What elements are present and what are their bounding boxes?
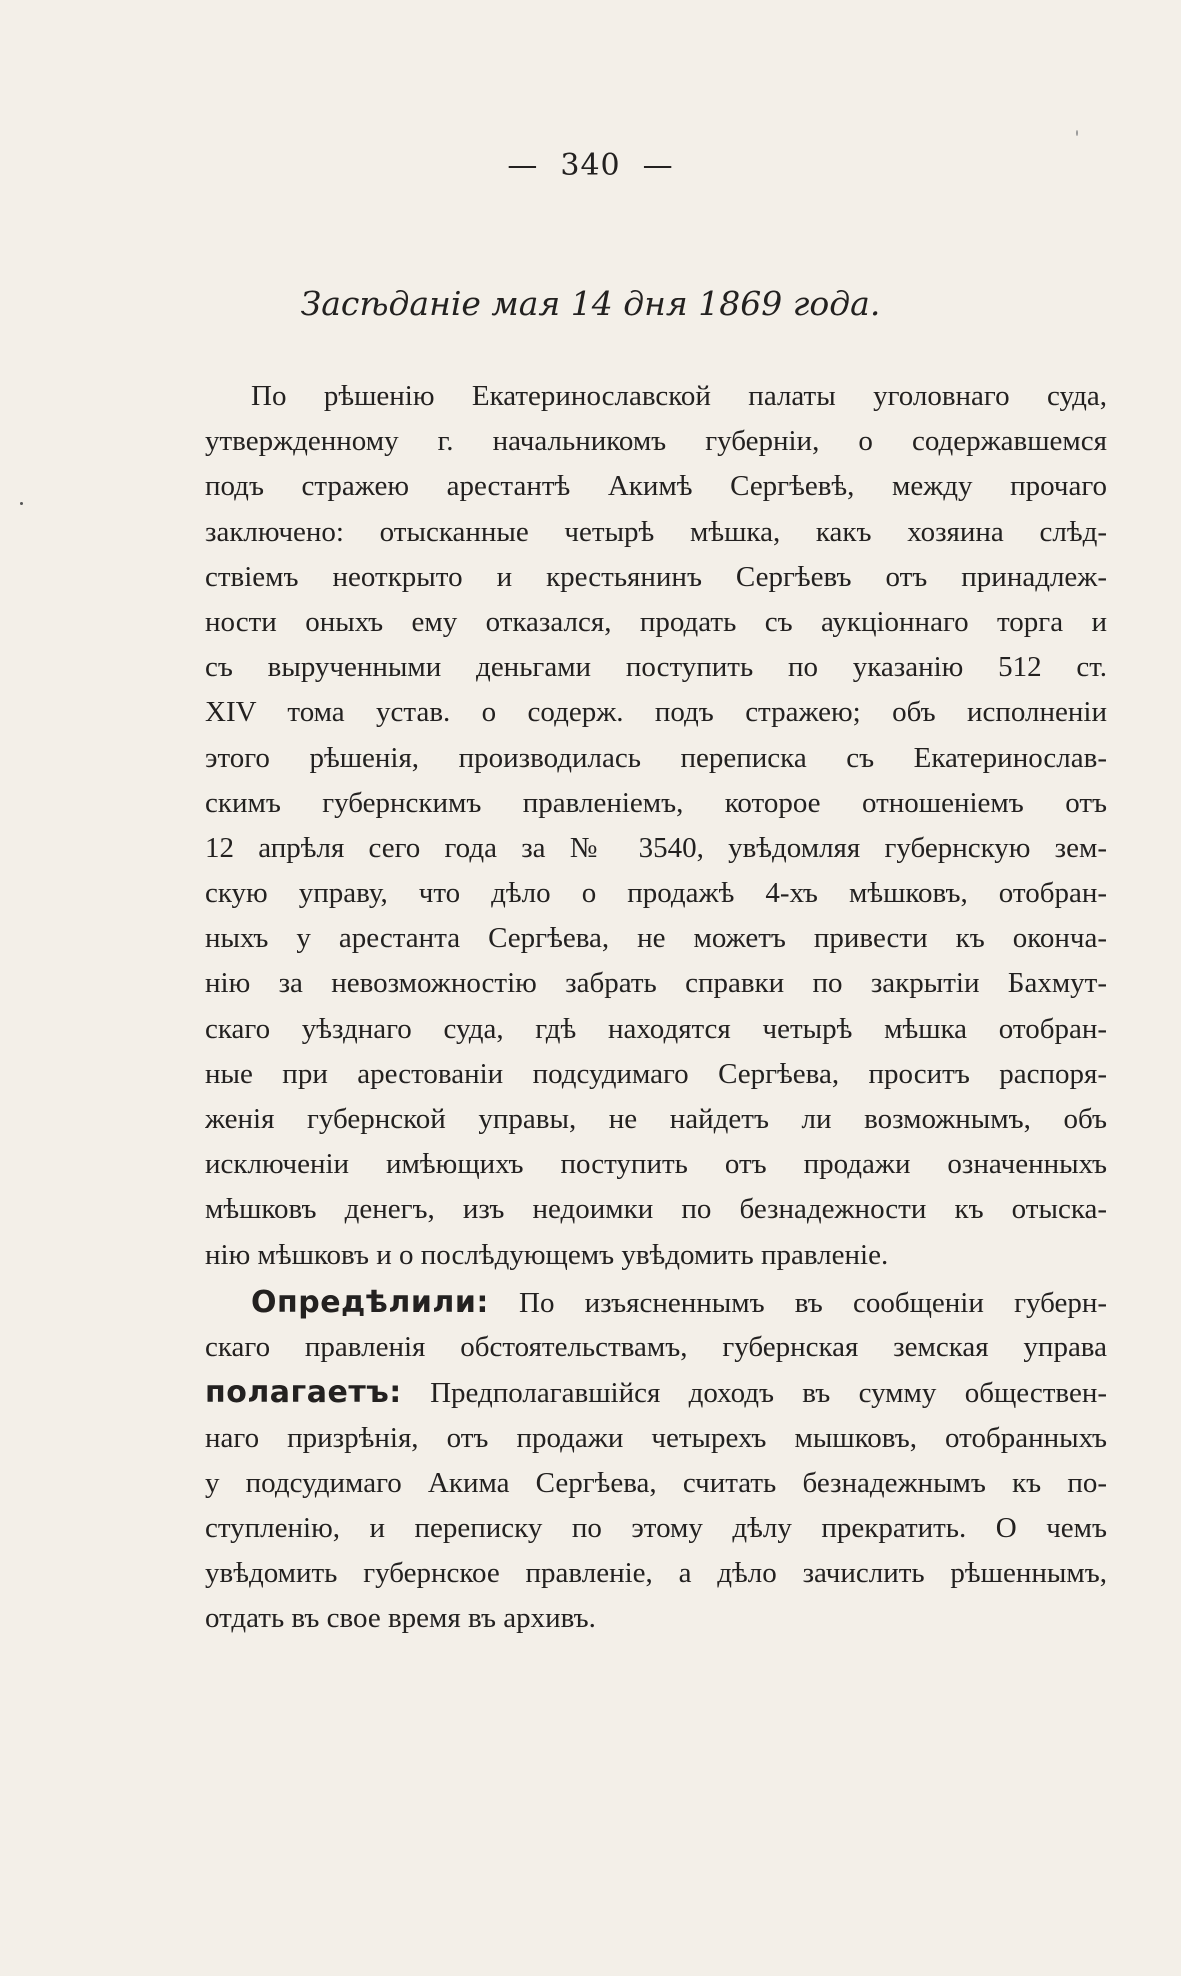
text-line: заключено: отысканные четырѣ мѣшка, какъ хозяина слѣд- <box>205 515 1107 548</box>
text-line: женія губернской управы, не найдетъ ли возможнымъ, объ <box>205 1103 1107 1135</box>
page-number-header <box>0 148 1181 183</box>
text-line: съ вырученными деньгами поступить по указанію 512 ст. <box>205 651 1107 684</box>
proposal-line <box>205 1370 1107 1415</box>
text-line: скимъ губернскимъ правленіемъ, которое отношеніемъ отъ <box>205 786 1107 819</box>
dash-left: — <box>507 148 539 183</box>
text-line: исключеніи имѣющихъ поступить отъ продажи означенныхъ <box>205 1148 1107 1181</box>
text-line: утвержденному г. начальникомъ губерніи, о содержавшемся <box>205 425 1107 458</box>
resolution-line <box>205 1280 1107 1325</box>
page-number: 340 <box>560 148 621 183</box>
paragraph-1 <box>205 374 1107 1278</box>
text-line: подъ стражею арестантѣ Акимѣ Сергѣевѣ, между прочаго <box>205 470 1107 503</box>
paper-speck <box>20 502 23 505</box>
paragraph-2 <box>205 1280 1107 1642</box>
text-line: ступленію, и переписку по этому дѣлу прекратить. О чемъ <box>205 1511 1107 1544</box>
text-line: скаго правленія обстоятельствамъ, губернская земская управа <box>205 1331 1107 1364</box>
text-fragment: По изъясненнымъ въ сообщеніи губерн- <box>519 1287 1107 1319</box>
text-line: скую управу, что дѣло о продажѣ 4-хъ мѣшковъ, отобран- <box>205 877 1107 910</box>
text-line: 12 апрѣля сего года за № 3540, увѣдомляя губернскую зем- <box>205 831 1107 864</box>
text-line: этого рѣшенія, производилась переписка съ Екатеринослав- <box>205 741 1107 774</box>
text-line: нію за невозможностію забрать справки по закрытіи Бахмут- <box>205 967 1107 1000</box>
text-line: XIV тома устав. о содерж. подъ стражею; объ исполненіи <box>205 696 1107 729</box>
text-line: наго призрѣнія, отъ продажи четырехъ мышковъ, отобранныхъ <box>205 1421 1107 1454</box>
text-line: у подсудимаго Акима Сергѣева, считать безнадежнымъ къ по- <box>205 1466 1107 1499</box>
paper-speck <box>1076 130 1078 136</box>
text-line: скаго уѣзднаго суда, гдѣ находятся четырѣ мѣшка отобран- <box>205 1012 1107 1045</box>
text-line: ствіемъ неоткрыто и крестьянинъ Сергѣевъ отъ принадлеж- <box>205 560 1107 593</box>
proposes-label: полагаетъ: <box>205 1375 402 1411</box>
dash-right: — <box>642 148 674 183</box>
text-line: отдать въ свое время въ архивъ. <box>205 1602 596 1635</box>
text-line: ности оныхъ ему отказался, продать съ аукціоннаго торга и <box>205 605 1107 638</box>
text-line: ные при арестованіи подсудимаго Сергѣева, проситъ распоря- <box>205 1057 1107 1090</box>
text-line: По рѣшенію Екатеринославской палаты уголовнаго суда, <box>251 380 1107 412</box>
decided-label: Опредѣлили: <box>251 1285 489 1320</box>
text-line: увѣдомить губернское правленіе, а дѣло зачислить рѣшеннымъ, <box>205 1557 1107 1590</box>
text-fragment: Предполагавшійся доходъ въ сумму обществен- <box>430 1377 1107 1410</box>
text-line: ныхъ у арестанта Сергѣева, не можетъ привести къ оконча- <box>205 922 1107 955</box>
session-title: Засѣданіе мая 14 дня 1869 года. <box>300 284 881 323</box>
text-line: мѣшковъ денегъ, изъ недоимки по безнадежности къ отыска- <box>205 1193 1107 1226</box>
text-line: нію мѣшковъ и о послѣдующемъ увѣдомить правленіе. <box>205 1238 889 1271</box>
